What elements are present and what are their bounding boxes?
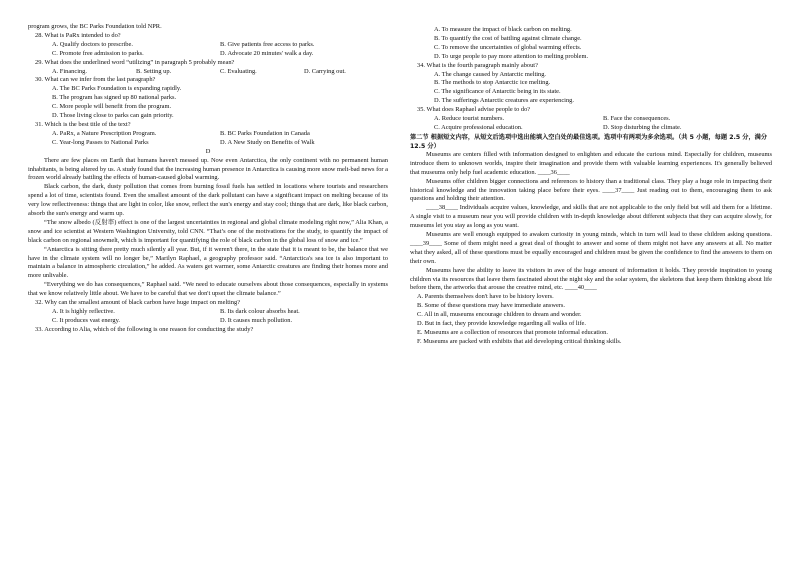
option-b: B. Setting up. [136, 67, 172, 75]
question-31 [28, 121, 388, 148]
option-d: D. Carrying out. [304, 67, 346, 75]
option-a: A. To measure the impact of black carbon on melting. [434, 26, 572, 33]
option-b: B. Its dark colour absorbs heat. [220, 308, 300, 315]
paragraph-1: There are few places on Earth that humans haven't messed up. Now even Antarctica, the only continent with no permanent human inhabitants, is being altered by us. A study found that the increasing human presence in Antarctica is causing more snow melt-bad news for a frozen world already battling the effects of human-caused global warming. [28, 156, 388, 182]
paragraph-1: Museums are centers filled with information designed to enlighten and educate the curious mind. Especially for children, museums introduce them to unknown worlds, inspire their imagination and provide them with valuable learning experiences. It's generally believed that museums only help fuel academic education. ____36____ [410, 150, 772, 176]
question-stem: 29. What does the underlined word “utilizing” in paragraph 5 probably mean? [35, 58, 235, 66]
question-stem: 28. What is PaRx intended to do? [35, 31, 121, 39]
question-stem: 30. What can we infer from the last paragraph? [35, 76, 156, 84]
question-34 [410, 62, 772, 107]
paragraph-4: Museums are well enough equipped to awaken curiosity in young minds, which in turn will lead to these children asking questions. ____39____ Some of them might need a great deal of thought to answer and some of them might not have any answers at all. No matter what they asked, all of these questions must be equally encouraged and children must be given the confidence to find the answers to them on their own. [410, 231, 772, 265]
option-c: C. Promote free admission to parks. [52, 49, 144, 57]
option-a: A. It is highly reflective. [52, 308, 115, 315]
option-d: D. Stop disturbing the climate. [603, 123, 682, 131]
paragraph-5: “Everything we do has consequences,” Raphael said. “We need to educate ourselves about those consequences, especially in systems that we know relatively little about. We have to be careful that we don't upset the climate balance.” [28, 281, 388, 298]
section-letter-d: D [205, 147, 211, 155]
option-c: C. The significance of Antarctic being in its state. [434, 88, 561, 96]
option-a: A. The BC Parks Foundation is expanding rapidly. [52, 85, 182, 93]
passage-d [28, 157, 388, 300]
option-c: C. To remove the uncertainties of global warming effects. [434, 43, 582, 51]
question-33-options [410, 26, 772, 62]
paragraph-2: Museums offer children bigger connections and references to history than a traditional class. They play a huge role in impacting their historical knowledge and the innovation taking place before their eyes. ____37____ Just reading out to them, encouraging them to ask questions and holding their attention. [410, 177, 772, 203]
option-a: A. Reduce tourist numbers. [434, 115, 505, 123]
paragraph-5: Museums have the ability to leave its visitors in awe of the huge amount of information it holds. They provide inspiration to young children via its resources that leave them fascinated about the night sky and the solar system, the skeletons that keep them thinking about life before them, the artworks that arouse the creative mind, etc. ____40____ [410, 266, 772, 292]
question-stem: 32. Why can the smallest amount of black carbon have huge impact on melting? [35, 299, 241, 307]
left-column [28, 23, 388, 335]
choice-b: B. Some of these questions may have immediate answers. [417, 302, 566, 310]
choice-e: E. Museums are a collection of resources that promote informal education. [417, 329, 608, 336]
paragraph-3: “The snow albedo (反射率) effect is one of the largest uncertainties in regional and global climate modeling right now,” Alia Khan, a snow and ice scientist at Western Washington University, told CNN. “That’s one of the motivations for the study, to quantify the impact of black carbon on regional snowmelt, which is important for quantifying the role of black carbon in the global loss of snow and ice.” [28, 218, 388, 244]
paragraph-2: Black carbon, the dark, dusty pollution that comes from burning fossil fuels has settled in locations where tourists and researchers spend a lot of time, scientists found. Even the smallest amount of the dark pollutant can have a significant impact on melting because of its very low reflectiveness: things that are light in color, like snow, reflect the sun's energy and stay cool; things that are dark, like black carbon, absorb the sun's energy and warm up. [28, 183, 388, 218]
option-c: C. It produces vast energy. [52, 316, 120, 324]
section-2-heading: 第二节 根据短文内容，从短文后选项中选出能填入空白处的最佳选项。选项中有两项为多余选项。（共 5 小题，每题 2.5 分，满分 12.5 分） [410, 133, 768, 150]
option-c: C. More people will benefit from the program. [52, 103, 172, 111]
option-c: C. Evaluating. [220, 67, 257, 75]
option-d: D. It causes much pollution. [220, 316, 293, 324]
option-d: D. The sufferings Antarctic creatures are experiencing. [434, 97, 574, 105]
option-c: C. Acquire professional education. [434, 123, 523, 131]
question-28 [28, 32, 388, 59]
question-30 [28, 76, 388, 121]
question-32 [28, 299, 388, 326]
option-b: B. BC Parks Foundation in Canada [220, 129, 310, 137]
choice-d: D. But in fact, they provide knowledge regarding all walks of life. [417, 320, 586, 328]
option-c: C. Year-long Passes to National Parks [52, 138, 149, 146]
question-stem: 31. Which is the best title of the text? [35, 120, 131, 128]
choice-f: F. Museums are packed with exhibits that aid developing critical thinking skills. [417, 337, 622, 345]
choice-c: C. All in all, museums encourage children to dream and wonder. [417, 311, 582, 319]
option-d: D. Advocate 20 minutes' walk a day. [220, 49, 314, 57]
option-b: B. Face the consequences. [603, 115, 671, 123]
option-b: B. The methods to stop Antarctic ice melting. [434, 79, 551, 87]
passage-museums [410, 151, 772, 294]
passage-end-line: program grows, the BC Parks Foundation told NPR. [28, 23, 162, 30]
option-d: D. A New Study on Benefits of Walk [220, 138, 315, 146]
option-b: B. The program has signed up 80 national parks. [52, 94, 177, 102]
option-b: B. Give patients free access to parks. [220, 40, 315, 48]
question-29 [28, 59, 388, 77]
question-35 [410, 106, 772, 133]
option-a: A. PaRx, a Nature Prescription Program. [52, 129, 157, 137]
option-a: A. Financing. [52, 67, 87, 75]
option-d: D. To urge people to pay more attention to melting problem. [434, 52, 589, 60]
choice-list [410, 293, 772, 346]
option-b: B. To quantify the cost of battling against climate change. [434, 34, 582, 42]
option-a: A. The change caused by Antarctic melting. [434, 70, 547, 78]
paragraph-3: ____38____ Individuals acquire values, knowledge, and skills that are not applicable to the only field but will aid them for a lifetime. A single visit to a museum near you will provide children with in-depth knowledge about different subjects that they can acquire slowly, for museums let you stay as long as you want. [410, 204, 772, 230]
option-a: A. Qualify doctors to prescribe. [52, 40, 133, 48]
question-stem: 35. What does Raphael advise people to do? [417, 106, 531, 114]
right-column [410, 26, 772, 347]
choice-a: A. Parents themselves don't have to be history lovers. [417, 293, 554, 301]
paragraph-4: “Antarctica is sitting there pretty much silently all year. But, if it weren't there, in the state that it is meant to be, the balance that we have in the climate system will no longer be,” Marilyn Raphael, a geography professor said. “Antarctica's sea ice is also important to maintain a balance in atmospheric circulation,” he added. As waters get warmer, some Antarctic creatures are finding their homes more and more unlivable. [28, 245, 388, 280]
question-stem: 34. What is the fourth paragraph mainly about? [417, 61, 538, 69]
question-33-stem: 33. According to Alia, which of the following is one reason for conducting the study? [35, 325, 254, 333]
option-d: D. Those living close to parks can gain priority. [52, 112, 174, 120]
